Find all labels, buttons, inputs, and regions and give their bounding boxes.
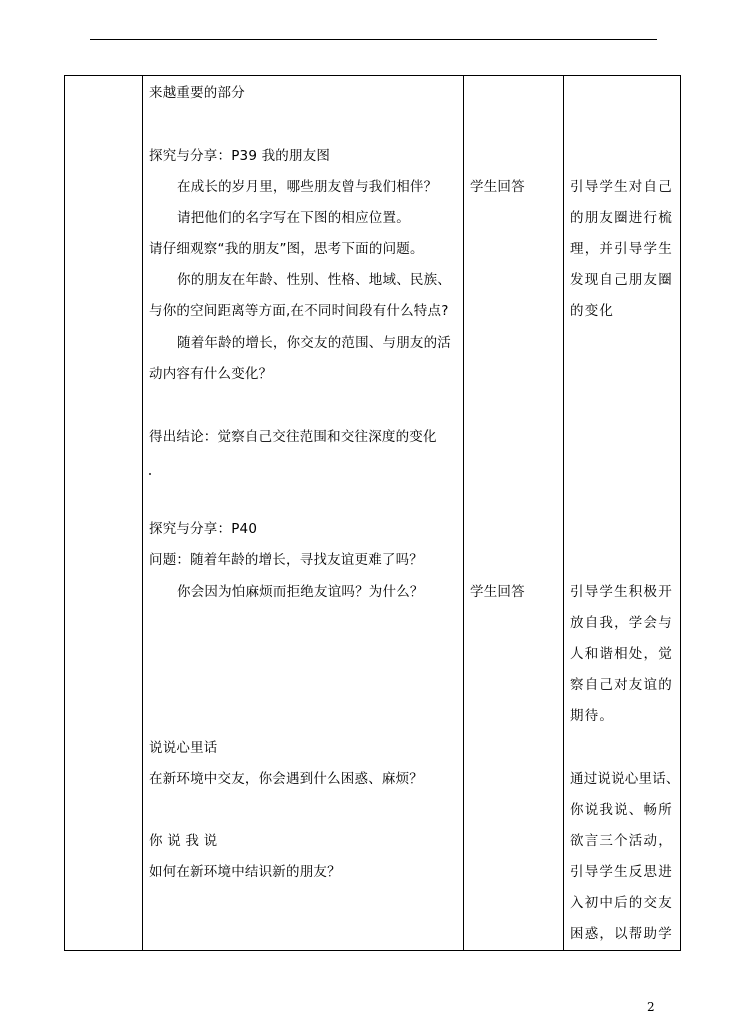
- intent-line: 你说我说、畅所: [570, 802, 673, 818]
- content-line: 随着年龄的增长，你交友的范围、与朋友的活: [177, 335, 451, 351]
- content-line: 请仔细观察“我的朋友”图，思考下面的问题。: [149, 241, 424, 257]
- page-number: 2: [647, 1000, 655, 1014]
- content-line: 请把他们的名字写在下图的相应位置。: [177, 210, 410, 226]
- student-activity: 学生回答: [470, 584, 525, 600]
- intent-line: 放自我，学会与: [570, 615, 673, 631]
- table-bottom-border: [64, 950, 681, 951]
- intent-line: 引导学生反思进: [570, 864, 673, 880]
- stray-dot: [149, 473, 151, 475]
- header-rule: [90, 39, 657, 40]
- content-line: 如何在新环境中结识新的朋友？: [149, 864, 341, 880]
- content-line: 在成长的岁月里，哪些朋友曾与我们相伴？: [177, 179, 438, 195]
- table-col-border-4: [563, 75, 564, 951]
- intent-line: 察自己对友谊的: [570, 677, 673, 693]
- table-col-border-2: [142, 75, 143, 951]
- intent-line: 人和谐相处，觉: [570, 646, 673, 662]
- content-line: 你的朋友在年龄、性别、性格、地域、民族、: [177, 272, 451, 288]
- intent-line: 引导学生对自己: [570, 179, 673, 195]
- content-line: 得出结论：觉察自己交往范围和交往深度的变化: [149, 429, 437, 445]
- intent-line: 期待。: [570, 708, 615, 724]
- content-line: 探究与分享：P40: [149, 521, 258, 537]
- table-col-border-5: [680, 75, 681, 951]
- intent-line: 入初中后的交友: [570, 895, 673, 911]
- content-line: 与你的空间距离等方面,在不同时间段有什么特点?: [149, 303, 449, 319]
- content-line: 你 说 我 说: [149, 833, 218, 849]
- content-line: 动内容有什么变化？: [149, 366, 273, 382]
- intent-line: 发现自己朋友圈: [570, 272, 673, 288]
- intent-line: 欲言三个活动，: [570, 833, 673, 849]
- intent-line: 困惑，以帮助学: [570, 926, 673, 942]
- intent-line: 通过说说心里话、: [570, 771, 680, 787]
- content-line: 来越重要的部分: [149, 85, 245, 101]
- content-line: 在新环境中交友，你会遇到什么困惑、麻烦？: [149, 771, 423, 787]
- table-top-border: [64, 75, 681, 76]
- intent-line: 引导学生积极开: [570, 584, 673, 600]
- intent-line: 理，并引导学生: [570, 241, 673, 257]
- content-line: 问题：随着年龄的增长，寻找友谊更难了吗？: [149, 552, 423, 568]
- table-col-border-3: [463, 75, 464, 951]
- student-activity: 学生回答: [470, 179, 525, 195]
- table-col-border-1: [64, 75, 65, 951]
- content-line: 说说心里话: [149, 740, 218, 756]
- content-line: 探究与分享：P39 我的朋友图: [149, 148, 331, 164]
- intent-line: 的朋友圈进行梳: [570, 210, 673, 226]
- content-line: 你会因为怕麻烦而拒绝友谊吗？为什么？: [177, 584, 424, 600]
- intent-line: 的变化: [570, 303, 615, 319]
